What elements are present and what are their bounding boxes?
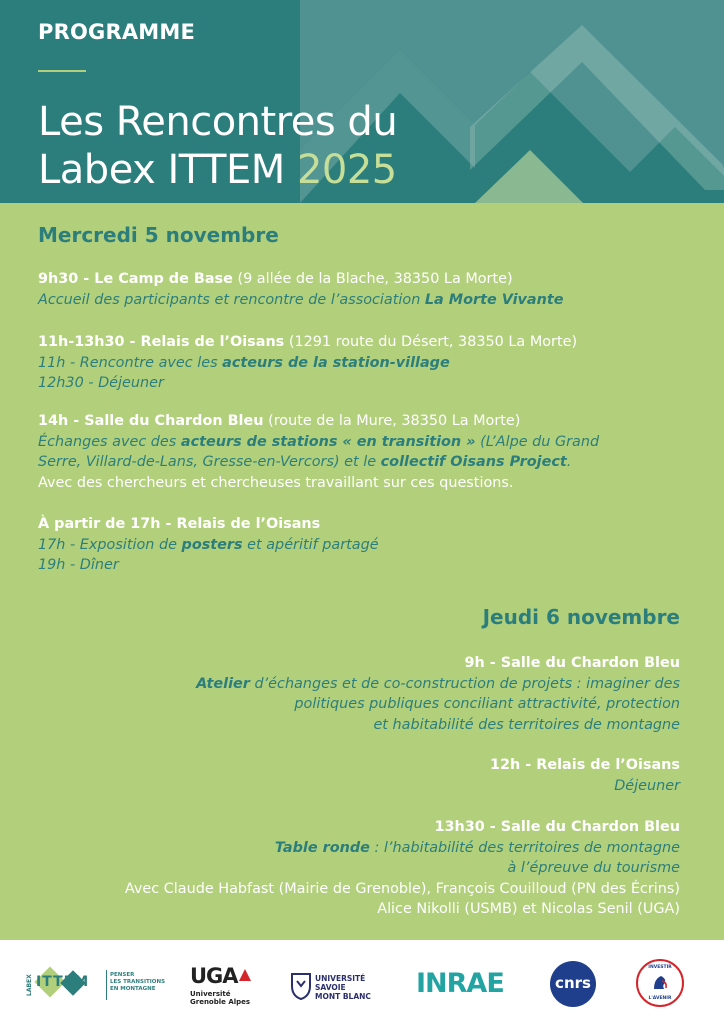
day1-title: Mercredi 5 novembre [38, 223, 279, 247]
day2-e3-line2: à l’épreuve du tourisme [507, 860, 680, 876]
day1-e1-time-place: 9h30 - Le Camp de Base [38, 271, 233, 287]
day1-e4-line1-a: 17h - Exposition de [38, 536, 182, 553]
day2-e1-line1 [196, 674, 680, 695]
day1-e4-line1-b: posters [181, 536, 243, 553]
day1-e2-time-place: 11h-13h30 - Relais de l’Oisans [38, 334, 285, 350]
day2-e3-line1-a: Table ronde [274, 839, 370, 856]
day2-e3-line1-b: : l’habitabilité des territoires de montagne [369, 839, 680, 856]
day1-e3-line1-a: Échanges avec des [38, 433, 181, 450]
cnrs-text: cnrs [555, 974, 591, 992]
ittem-logo [26, 966, 166, 1004]
ittem-letters: ITTEM [36, 974, 90, 990]
usmb-shield-icon [290, 972, 312, 1000]
title-year: 2025 [296, 147, 397, 193]
day2-event-3 [125, 817, 680, 920]
day2-e1-line2: politiques publiques conciliant attractivité, protection [294, 696, 680, 712]
day1-e3-line2-c: . [566, 454, 572, 470]
usmb-line-1: UNIVERSITÉ [315, 974, 366, 983]
usmb-line-2: SAVOIE [315, 983, 346, 992]
day1-e4-line1-c: et apéritif partagé [242, 536, 379, 553]
day2-e1-time-place: 9h - Salle du Chardon Bleu [464, 655, 680, 671]
title-rule [38, 70, 86, 72]
day1-e3-line3: Avec des chercheurs et chercheuses travaillant sur ces questions. [38, 474, 514, 491]
inrae-logo: INRAE [416, 968, 504, 999]
day2-e1-line1-a: Atelier [196, 675, 250, 692]
day1-e1-address: (9 allée de la Blache, 38350 La Morte) [232, 271, 513, 287]
partner-logos-footer [0, 940, 724, 1024]
day1-e4-head [38, 514, 379, 535]
day1-e4-time-place: À partir de 17h - Relais de l’Oisans [38, 516, 321, 532]
ittem-tagline [110, 972, 165, 993]
day2-e1-line1-b: d’échanges et de co-construction de projets : imaginer des [249, 675, 680, 692]
ittem-divider [106, 970, 107, 1000]
day1-e3-line2 [38, 452, 599, 473]
day1-e4-line2: 19h - Dîner [38, 557, 119, 573]
usmb-line-3: MONT BLANC [315, 992, 371, 1001]
day2-e1-line3: et habitabilité des territoires de montagne [373, 716, 680, 733]
avenir-bottom: L'AVENIR [648, 996, 672, 1001]
day2-e2-time-place: 12h - Relais de l’Oisans [490, 757, 680, 773]
uga-line-2: Grenoble Alpes [190, 998, 251, 1006]
day2-e3-time-place: 13h30 - Salle du Chardon Bleu [434, 819, 680, 835]
programme-label: PROGRAMME [38, 20, 196, 44]
day1-e1-desc-text: Accueil des participants et rencontre de l’association [38, 291, 425, 308]
avenir-top: INVESTIR [648, 965, 672, 970]
day2-title: Jeudi 6 novembre [482, 605, 680, 629]
uga-name [190, 990, 250, 1006]
day1-event-2 [38, 332, 577, 394]
day1-e2-line1-text: 11h - Rencontre avec les [38, 354, 223, 371]
day2-e1-head [196, 653, 680, 674]
title-line-2 [38, 146, 397, 194]
day1-e1-desc [38, 290, 564, 311]
title-labex: Labex ITTEM [38, 147, 285, 193]
usmb-logo [290, 970, 380, 1004]
day2-event-2 [490, 755, 680, 796]
day1-e3-line2-b: collectif Oisans Project [380, 454, 567, 470]
day1-event-4 [38, 514, 379, 576]
day1-e2-line1 [38, 353, 577, 374]
day2-e2-line1: Déjeuner [614, 777, 680, 794]
ittem-tag-2: LES TRANSITIONS [110, 979, 166, 985]
page-title [38, 98, 397, 194]
marianne-icon [650, 973, 670, 993]
day1-e3-line2-a: Serre, Villard-de-Lans, Gresse-en-Vercors) et le [38, 454, 381, 470]
programme-content [0, 203, 724, 940]
day1-event-3 [38, 411, 599, 493]
investir-avenir-logo [636, 959, 684, 1007]
day2-event-1 [196, 653, 680, 735]
day1-e1-head [38, 269, 564, 290]
day1-e3-address: (route de la Mure, 38350 La Morte) [263, 413, 521, 429]
day2-e3-line3: Avec Claude Habfast (Mairie de Grenoble), François Couilloud (PN des Écrins) [124, 880, 680, 897]
day1-e2-address: (1291 route du Désert, 38350 La Morte) [284, 334, 578, 350]
day2-e2-head [490, 755, 680, 776]
day1-e3-time-place: 14h - Salle du Chardon Bleu [38, 413, 264, 429]
day1-e3-line1-c: (L’Alpe du Grand [475, 433, 600, 450]
day2-e3-line4: Alice Nikolli (USMB) et Nicolas Senil (UGA) [377, 901, 680, 917]
usmb-name [315, 974, 371, 1001]
day1-e2-line2: 12h30 - Déjeuner [38, 375, 164, 391]
cnrs-logo [550, 961, 596, 1007]
ittem-tag-3: EN MONTAGNE [110, 986, 156, 992]
uga-line-1: Université [190, 990, 231, 998]
day1-e1-desc-bold: La Morte Vivante [424, 291, 564, 308]
uga-logo [188, 964, 258, 1006]
day2-e3-head [125, 817, 680, 838]
header-banner [0, 0, 724, 203]
day1-e3-line1 [38, 432, 599, 453]
ittem-tag-1: PENSER [110, 972, 135, 978]
title-line-1: Les Rencontres du [38, 99, 398, 145]
day1-e4-line1 [38, 535, 379, 556]
uga-triangle-icon [238, 968, 252, 982]
day2-e3-line1 [125, 838, 680, 859]
day1-e3-line1-b: acteurs de stations « en transition » [180, 433, 476, 450]
ittem-badge: LABEX [26, 974, 33, 996]
uga-mark: UGA [190, 964, 238, 988]
day1-e2-head [38, 332, 577, 353]
mountain-shape-bottom [475, 150, 583, 203]
day1-event-1 [38, 269, 564, 310]
day1-e2-line1-bold: acteurs de la station-village [222, 354, 450, 371]
day1-e3-head [38, 411, 599, 432]
